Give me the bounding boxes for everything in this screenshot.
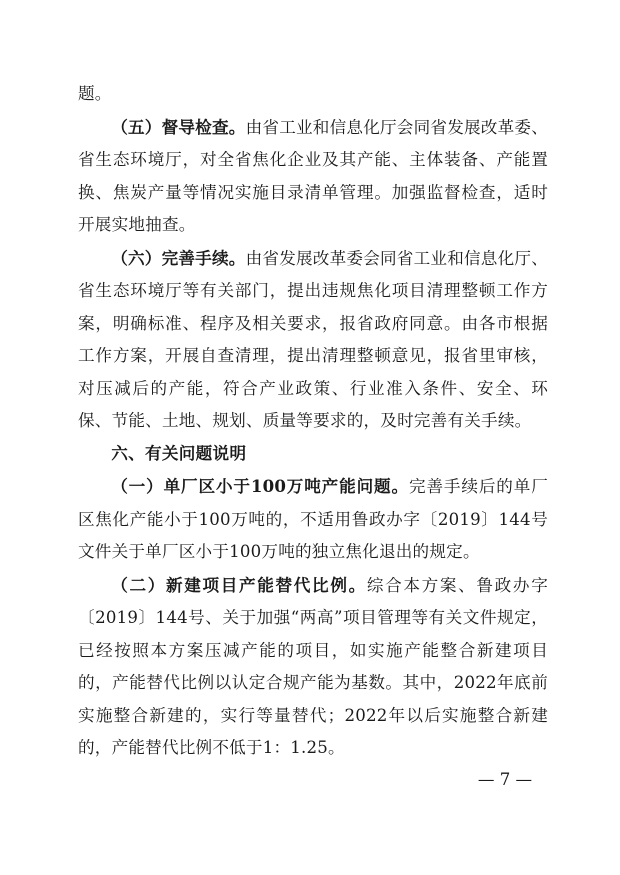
page-number: — 7 — — [477, 770, 533, 789]
paragraph-text: 由省发展改革委会同省工业和信息化厅、省生态环境厅等有关部门，提出违规焦化项目清理整顿工作方案，明确标准、程序及相关要求，报省政府同意。由各市根据工作方案，开展自查清理，提出清理整顿意见，报省里审核，对压减后的产能，符合产业政策、行业准入条件、安全、环保、节能、土地、规划、质量等要求的，及时完善有关手续。 — [78, 248, 548, 430]
paragraph-replacement-ratio — [78, 569, 548, 765]
paragraph-continuation — [78, 78, 548, 111]
paragraph-procedures — [78, 242, 548, 438]
paragraph-text: 由省工业和信息化厅会同省发展改革委、省生态环境厅，对全省焦化企业及其产能、主体装备、产能置换、焦炭产量等情况实施目录清单管理。加强监督检查，适时开展实地抽查。 — [78, 117, 548, 234]
paragraph-lead: （六）完善手续。 — [111, 247, 246, 268]
paragraph-lead: （五）督导检查。 — [111, 116, 246, 137]
paragraph-lead: （一）单厂区小于100万吨产能问题。 — [111, 476, 409, 496]
section-heading: 六、有关问题说明 — [111, 443, 247, 463]
paragraph-supervision — [78, 111, 548, 242]
paragraph-lead: （二）新建项目产能替代比例。 — [111, 574, 367, 595]
document-body — [78, 78, 548, 765]
paragraph-text: 完善手续后的单厂区焦化产能小于100万吨的，不适用鲁政办字〔2019〕144号文件关于单厂区小于100万吨的独立焦化退出的规定。 — [78, 477, 548, 561]
paragraph-text: 题。 — [78, 84, 112, 103]
paragraph-text: 综合本方案、鲁政办字〔2019〕144号、关于加强“两高”项目管理等有关文件规定，已经按照本方案压减产能的项目，如实施产能整合新建项目的，产能替代比例以认定合规产能为基数。其中，2022年底前实施整合新建的，实行等量替代；2022年以后实施整合新建的，产能替代比例不低于1：1.25。 — [78, 575, 548, 757]
paragraph-capacity-issue — [78, 470, 548, 569]
